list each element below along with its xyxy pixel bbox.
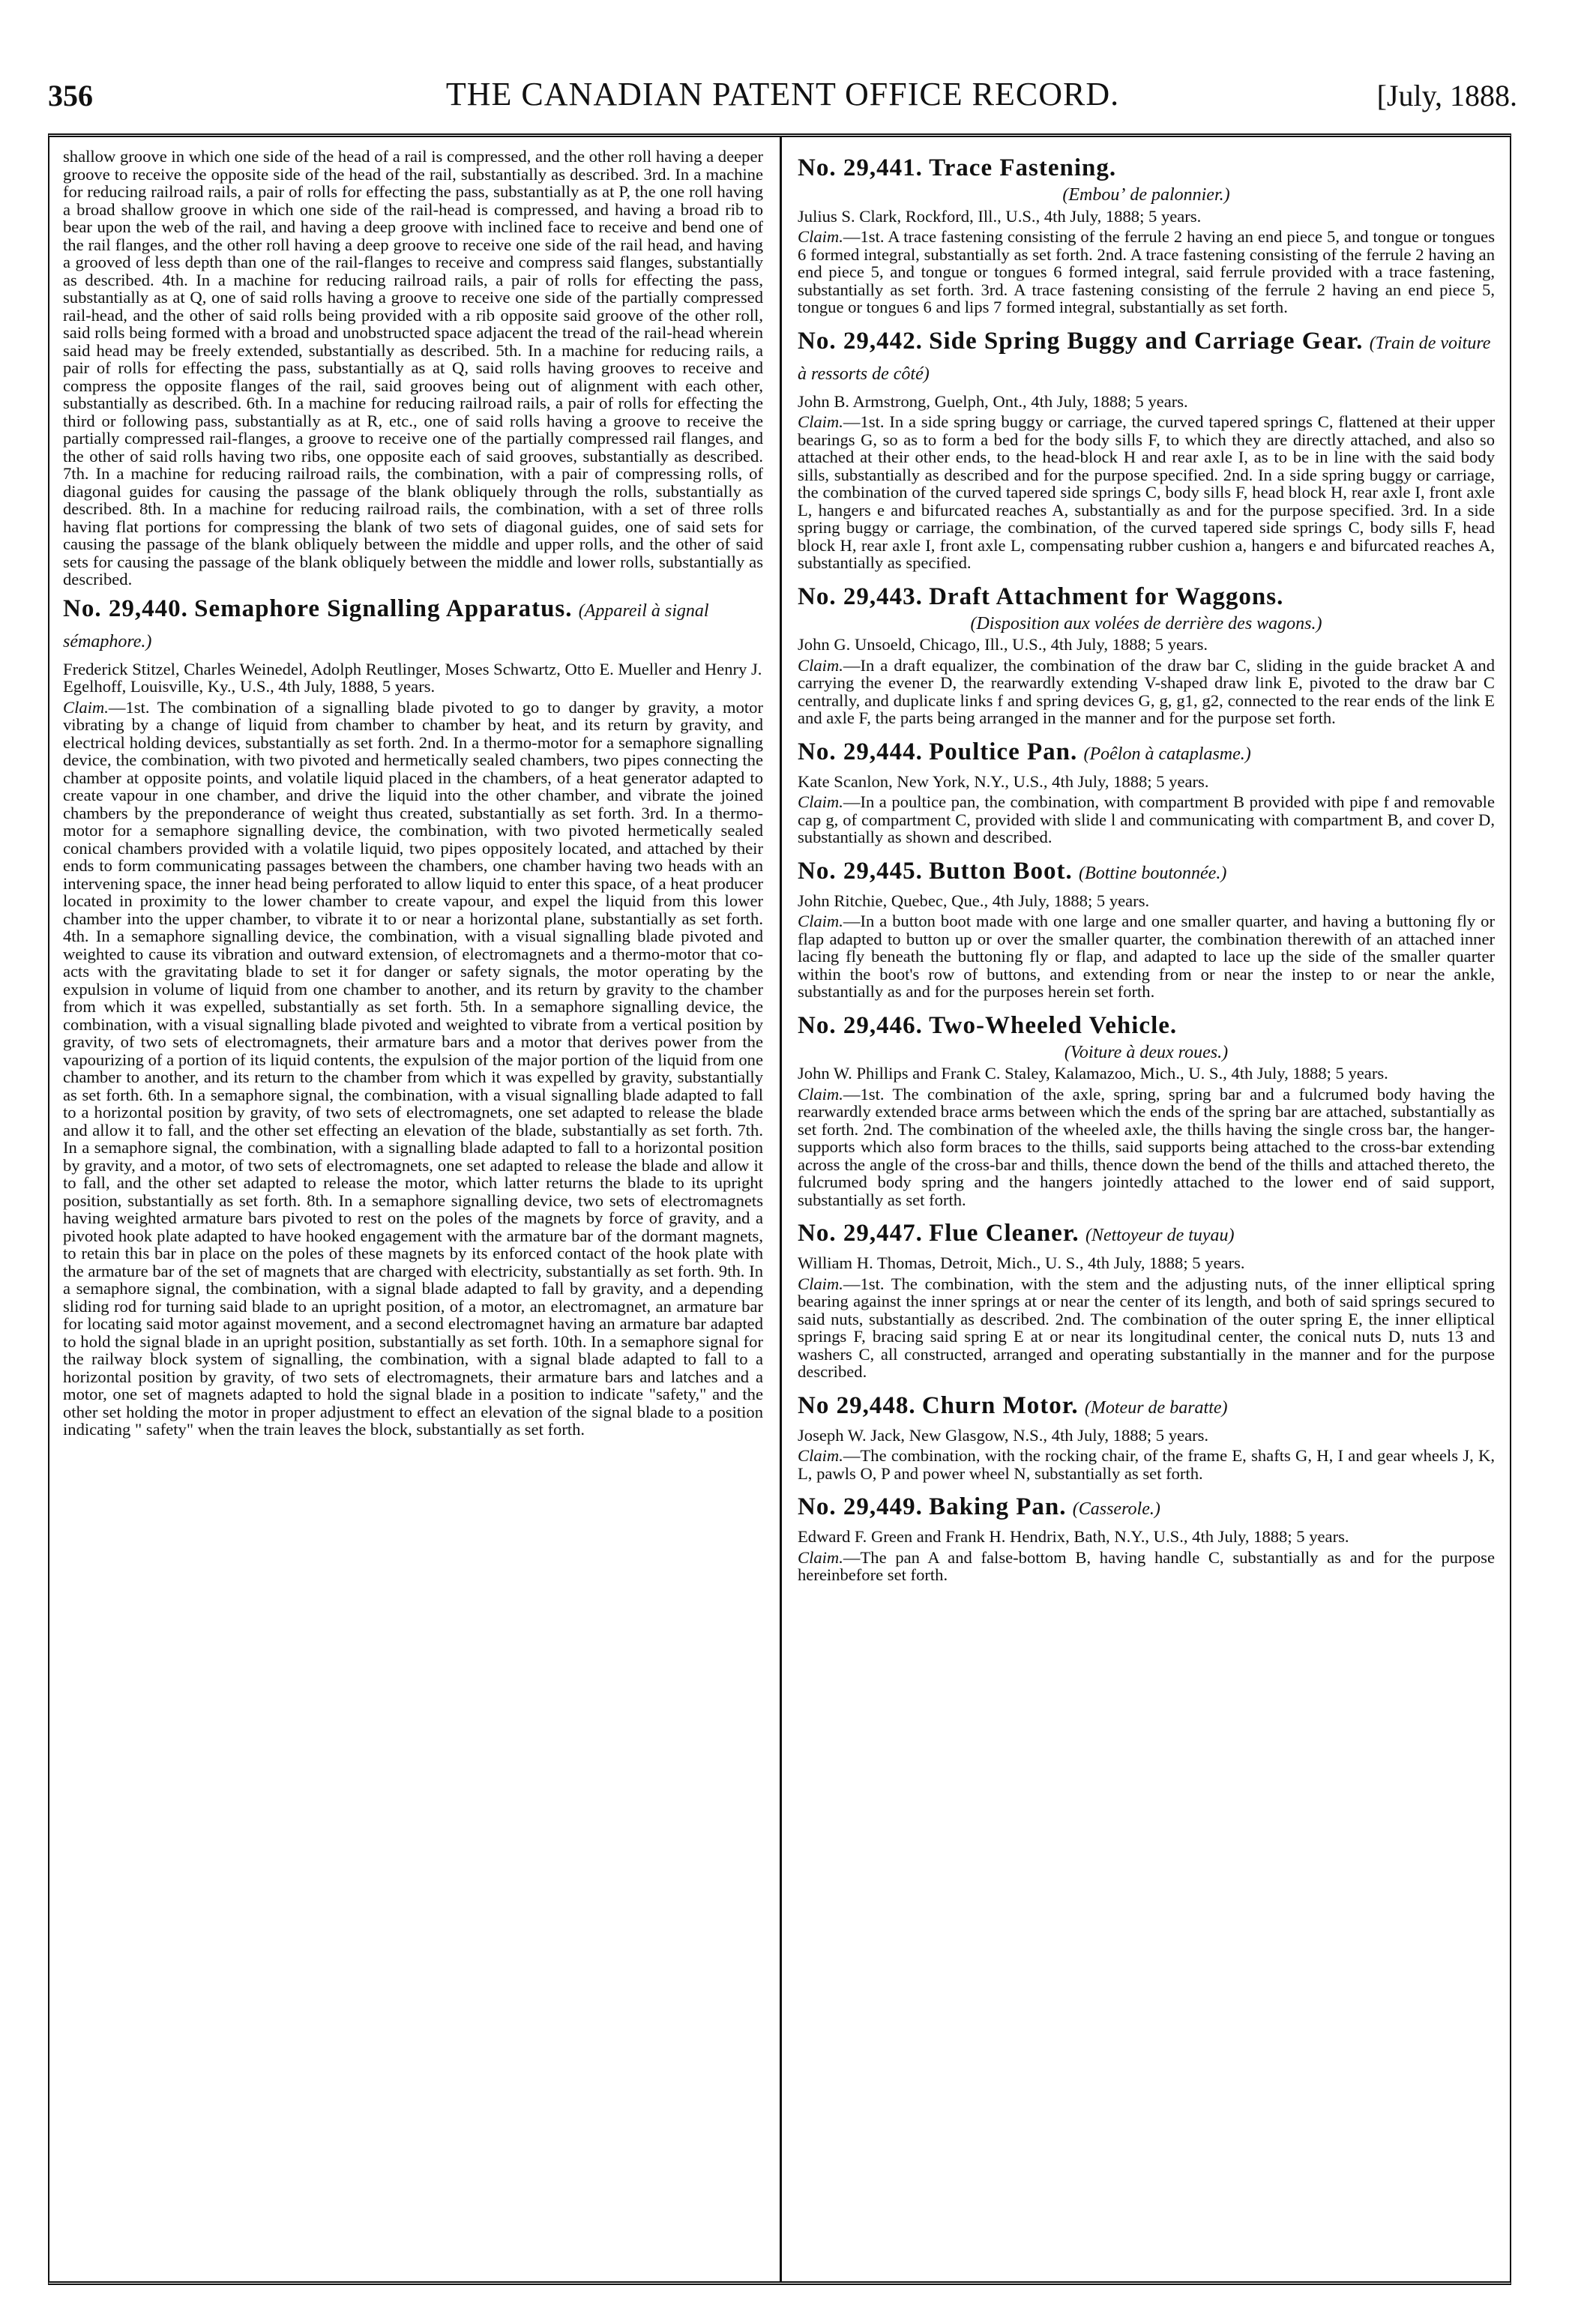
claim-body: —In a poultice pan, the combination, with compartment B provided with pipe f and removable cap g, of compartment C, provided with slide l and communicating with compartment B, and cover D, substantially as shown and described. [798,792,1495,846]
claim-text [63,699,763,1439]
patent-entry-29441 [798,154,1495,316]
patent-entry-29448 [798,1391,1495,1483]
claim-label: Claim. [798,1084,843,1104]
claim-text [798,413,1495,572]
left-column [63,148,763,2271]
page-header [48,69,1517,114]
patent-title: Semaphore Signalling Apparatus. [194,594,573,622]
claim-text [798,1086,1495,1209]
claim-text [798,912,1495,1001]
claim-body: —The pan A and false-bottom B, having handle C, substantially as and for the purpose hereinbefore set forth. [798,1547,1495,1584]
patent-title: Button Boot. [929,857,1073,885]
patent-entry-29443 [798,582,1495,727]
claim-label: Claim. [798,1274,843,1293]
claim-text [798,1447,1495,1482]
patent-number: No. 29,441. [798,154,923,181]
patent-title: Baking Pan. [929,1493,1067,1520]
claim-body: —In a draft equalizer, the combination of the draw bar C, sliding in the guide bracket A and carrying the evener D, the rearwardly extending V-shaped draw link E, pivoted to the draw bar C centrally, and duplicate links f and spring devices G, g, g1, g2, connected to the rear ends of the link E and axle F, the parts being arranged in the manner and for the purpose set forth. [798,655,1495,727]
claim-body: —1st. A trace fastening consisting of the ferrule 2 having an end piece 5, and tongue or tongues 6 formed integral, substantially as set forth. 2nd. A trace fastening consisting of the ferrule 2 having an end piece 5, and tongue or tongues 6 formed integral, said ferrule provided with a trace fastening, substantially as set forth. 3rd. A trace fastening consisting of the ferrule 2 having an end piece 5, tongue or tongues 6 and lips 7 formed integral, substantially as set forth. [798,227,1495,316]
entry-title [798,738,1495,768]
claim-body: —1st. In a side spring buggy or carriage, the curved tapered springs C, flattened at their upper bearings G, so as to form a bed for the body sills F, to which they are directly attached, and also so attached at their other ends, to the head-block H and rear axle I, as to be in line with the said body sills, substantially as described and for the purpose specified. 2nd. In a side spring buggy or carriage, the combination of the curved tapered side springs C, body sills F, head block H, rear axle I, front axle L, hangers e and bifurcated reaches A, substantially as and for the purpose specified. 3rd. In a side spring buggy or carriage, the combination, of the curved tapered side springs C, body sills F, head block H, rear axle I, front axle L, compensating rubber cushion a, hangers e and bifurcated reaches A, substantially as specified. [798,412,1495,572]
patent-title: Flue Cleaner. [929,1220,1079,1247]
french-title: (Embouʼ de palonnier.) [1062,185,1230,205]
patent-number: No. 29,442. [798,327,923,355]
inventor-line: William H. Thomas, Detroit, Mich., U. S., 4th July, 1888; 5 years. [798,1253,1245,1272]
claim-label: Claim. [798,227,843,246]
patent-number: No. 29,446. [798,1011,923,1039]
inventor-line: Kate Scanlon, New York, N.Y., U.S., 4th July, 1888; 5 years. [798,771,1209,791]
patent-number: No. 29,449. [798,1493,923,1520]
patent-entry-29442 [798,327,1495,572]
inventor-line: John Ritchie, Quebec, Que., 4th July, 1888; 5 years. [798,891,1150,910]
claim-body: —1st. The combination, with the stem and the adjusting nuts, of the inner elliptical spring bearing against the inner springs at or near the center of its length, and both of said springs secured to said nuts, substantially as described. 2nd. The combination of the outer spring E, the inner elliptical springs F, bracing said spring E at or near its longitudinal center, the conical nuts D, nuts 13 and washers C, all constructed, arranged and operating substantially in the manner and for the purpose described. [798,1274,1495,1381]
page-number: 356 [48,79,93,112]
patent-entry-29449 [798,1493,1495,1584]
entry-title [798,327,1495,388]
patent-title: Side Spring Buggy and Carriage Gear. [929,327,1364,355]
claim-label: Claim. [798,1446,843,1465]
claim-text [798,657,1495,727]
inventor-line: Frederick Stitzel, Charles Weinedel, Adolph Reutlinger, Moses Schwartz, Otto E. Mueller and Henry J. Egelhoff, Louisville, Ky., U.S., 4th July, 1888, 5 years. [63,659,762,696]
entry-title [798,154,1495,182]
patent-entry-29440 [63,594,763,1439]
claim-label: Claim. [798,912,843,930]
patent-entry-29445 [798,857,1495,1001]
right-column [798,148,1495,2271]
entry-title [63,594,763,656]
french-title: (Nettoyeur de tuyau) [1085,1226,1235,1245]
inventor-line: John W. Phillips and Frank C. Staley, Kalamazoo, Mich., U. S., 4th July, 1888; 5 years. [798,1064,1388,1083]
entry-title [798,1391,1495,1422]
entry-title [798,582,1495,611]
entry-title [798,1493,1495,1523]
claim-text [798,1549,1495,1584]
french-title: (Moteur de baratte) [1084,1397,1228,1418]
claim-label: Claim. [798,412,843,431]
patent-number: No. 29,445. [798,857,923,885]
french-title: (Casserole.) [1072,1499,1160,1519]
french-title: (Voiture à deux roues.) [1064,1042,1229,1062]
inventor-line: John G. Unsoeld, Chicago, Ill., U.S., 4th July, 1888; 5 years. [798,635,1208,654]
patent-entry-29447 [798,1219,1495,1381]
claim-label: Claim. [798,1547,843,1567]
patent-title: Two-Wheeled Vehicle. [929,1011,1178,1039]
claim-body: —1st. The combination of the axle, spring, spring bar and a fulcrumed body having the rearwardly extended brace arms between which the ends of the spring bar are attached, substantially as set forth. 2nd. The combination of the wheeled axle, the thills having the single cross bar, the hanger-supports which also form braces to the thills, said supports being attached to the cross-bar extending across the angle of the cross-bar and thills, thence down the bend of the thills and attached thereto, the fulcrumed body spring and the hangers jointedly attached to the lower end of said support, substantially as set forth. [798,1084,1495,1209]
continuation-text: shallow groove in which one side of the head of a rail is compressed, and the other roll having a deeper groove to receive the opposite side of the head of the rail, substantially as described. 3rd. In a machine for reducing railroad rails, a pair of rolls for effecting the pass, substantially as at P, the one roll having a broad shallow groove in which one side of the rail-head is compressed, and having a broad rib to bear upon the web of the rail, and having a deep groove with inclined face to receive and bend one of the rail flanges, and the other roll having a deep groove to receive one side of the rail head, and having a grooved of less depth than one of the rail-flanges to receive and compress said flanges, substantially as described. 4th. In a machine for reducing railroad rails, a pair of rolls for effecting the pass, substantially as at Q, one of said rolls having a groove to receive one side of the partially compressed rail-head, and the other of said rolls being provided with a rib opposite said groove of the other roll, said rolls being formed with a broad and unobstructed space adjacent the tread of the rail-head wherein said head may be freely extended, substantially as described. 5th. In a machine for reducing rails, a pair of rolls for effecting the pass, substantially as at Q, said rolls having grooves to receive and compress the opposite flanges of the rail, said grooves being out of alignment with each other, substantially as described. 6th. In a machine for reducing railroad rails, a pair of rolls for effecting the third or following pass, substantially as at R, etc., one of said rolls having a groove to receive the partially compressed rail-flanges, a groove to receive one of the partially compressed rail flanges, and the other of said rolls having two ribs, one opposite each of said grooves, substantially as described. 7th. In a machine for reducing railroad rails, the combination, with a pair of compressing rolls, of diagonal guides for causing the passage of the blank obliquely through the rolls, substantially as described. 8th. In a machine for reducing railroad rails, the combination, with a set of three rolls having flat portions for compressing the blank of two sets of diagonal guides, one of said sets for causing the passage of the blank obliquely between the middle and upper rolls, and the other of said sets for causing the passage of the blank obliquely between the middle and lower rolls, substantially as described. [63,148,763,588]
french-title: (Disposition aux volées de derrière des wagons.) [970,613,1322,633]
patent-entry-29446 [798,1011,1495,1209]
claim-body: —In a button boot made with one large and one smaller quarter, and having a buttoning fly or flap adapted to button up or over the smaller quarter, the combination therewith of an attached inner lacing fly beneath the buttoning fly or flap, and adapted to lace up the side of the smaller quarter within the boot's row of buttons, and extending from or near the instep to or near the ankle, substantially as and for the purposes herein set forth. [798,912,1495,1001]
claim-text [798,793,1495,846]
claim-label: Claim. [63,697,109,717]
patent-title: Churn Motor. [921,1391,1079,1419]
inventor-line: Joseph W. Jack, New Glasgow, N.S., 4th July, 1888; 5 years. [798,1425,1209,1445]
entry-title [798,1011,1495,1040]
entry-title [798,857,1495,888]
inventor-line: Edward F. Green and Frank H. Hendrix, Bath, N.Y., U.S., 4th July, 1888; 5 years. [798,1527,1349,1546]
french-title: (Train de voiture à ressorts de côté) [798,333,1491,384]
french-title: (Poêlon à cataplasme.) [1083,744,1251,764]
patent-title: Trace Fastening. [929,154,1117,181]
patent-entry-29444 [798,738,1495,846]
column-divider [780,137,782,2281]
french-title: (Bottine boutonnée.) [1079,863,1227,883]
patent-number: No 29,448. [798,1391,916,1419]
claim-label: Claim. [798,792,843,811]
claim-text [798,228,1495,316]
patent-number: No. 29,444. [798,738,923,765]
entry-title [798,1219,1495,1250]
patent-number: No. 29,443. [798,582,923,610]
patent-number: No. 29,447. [798,1220,923,1247]
claim-body: —The combination, with the rocking chair, of the frame E, shafts G, H, I and gear wheels J, K, L, pawls O, P and power wheel N, substantially as set forth. [798,1446,1495,1483]
patent-number: No. 29,440. [63,594,188,622]
journal-title: THE CANADIAN PATENT OFFICE RECORD. [445,76,1120,112]
claim-label: Claim. [798,655,843,675]
claim-text [798,1275,1495,1381]
inventor-line: John B. Armstrong, Guelph, Ont., 4th July, 1888; 5 years. [798,391,1188,411]
french-title: (Appareil à signal sémaphore.) [63,600,709,651]
patent-title: Draft Attachment for Waggons. [929,582,1284,610]
inventor-line: Julius S. Clark, Rockford, Ill., U.S., 4th July, 1888; 5 years. [798,206,1202,226]
patent-title: Poultice Pan. [929,738,1078,765]
page-frame [48,133,1511,2285]
issue-date: [July, 1888. [1376,79,1517,112]
claim-body: —1st. The combination of a signalling blade pivoted to go to danger by gravity, a motor vibrating by a change of liquid from chamber to chamber by heat, and its return by gravity, and electrical holding devices, substantially as set forth. 2nd. In a thermo-motor for a semaphore signalling device, the combination, with two pivoted and hermetically sealed chambers, two pipes connecting the chamber at opposite points, and volatile liquid placed in the chambers, of a heat generator adapted to create vapour in one chamber, and drive the liquid into the other chamber, and vibrate the joined chambers by the preponderance of weight thus created, substantially as set forth. 3rd. In a thermo-motor for a semaphore signalling device, the combination, with two pivoted hermetically sealed conical chambers provided with a volatile liquid, two pipes oppositely located, and attached by their ends to form communicating passages between the chambers, one chamber having two heads with an intervening space, the inner head being perforated to allow liquid to enter this space, of a heat producer located in proximity to the lower chamber to create vapour, and expel the liquid from this lower chamber into the upper chamber, to vibrate it to or near a horizontal plane, substantially as set forth. 4th. In a semaphore signalling device, the combination, with a visual signalling blade pivoted and weighted to cause its vibration and outward extension, of electromagnets and a thermo-motor that co-acts with the gravitating blade to set it for danger or safety signals, the motor operating by the expulsion in volume of liquid from one chamber to another, and its return by gravity to the chamber from which it was expelled, substantially as set forth. 5th. In a semaphore signalling device, the combination, with a visual signalling blade pivoted and weighted to vibrate from a vertical position by gravity, of two sets of electromagnets, their armature bars and a motor that derives power from the vapourizing of a portion of its liquid contents, the expulsion of the major portion of the liquid from one chamber to another, and its return to the chamber from which it was expelled by gravity, substantially as set forth. 6th. In a semaphore signal, the combination, with a visual signalling blade adapted to fall to a horizontal position by gravity, of two sets of electromagnets, one set adapted to release the blade and allow it to fall, and the other set effecting an elevation of the blade, substantially as set forth. 7th. In a semaphore signal, the combination, with a signalling blade adapted to fall to a horizontal position by gravity, and a motor, of two sets of electromagnets, one set adapted to release the blade and allow it to fall, and the other set adapted to release the motor, which latter returns the blade to its upright position, substantially as set forth. 8th. In a semaphore signalling device, two sets of electromagnets having weighted armature bars pivoted to rest on the poles of the magnets by force of gravity, and a pivoted hook plate adapted to have hooked engagement with the armature bar of the dormant magnets, to retain this bar in place on the poles of these magnets by its enforced contact of the hook plate with the armature bar of the set of magnets that are charged with electricity, substantially as set forth. 9th. In a semaphore signal, the combination, with a signal blade adapted to fall by gravity, and a depending sliding rod for turning said blade to an upright position, of a motor, an electromagnet, an armature bar for locating said motor against movement, and a second electromagnet having an armature bar adapted to hold the signal blade in an upright position, substantially as set forth. 10th. In a semaphore signal for the railway block system of signalling, the combination, with a signal blade adapted to fall to a horizontal position by gravity, of two sets of electromagnets, their armature bars and latches and a motor, one set of magnets adapted to hold the signal blade in a position to indicate "safety," and the other set holding the motor in proper adjustment to effect an elevation of the signal blade to a position indicating " safety" when the train leaves the block, substantially as set forth. [63,697,763,1439]
